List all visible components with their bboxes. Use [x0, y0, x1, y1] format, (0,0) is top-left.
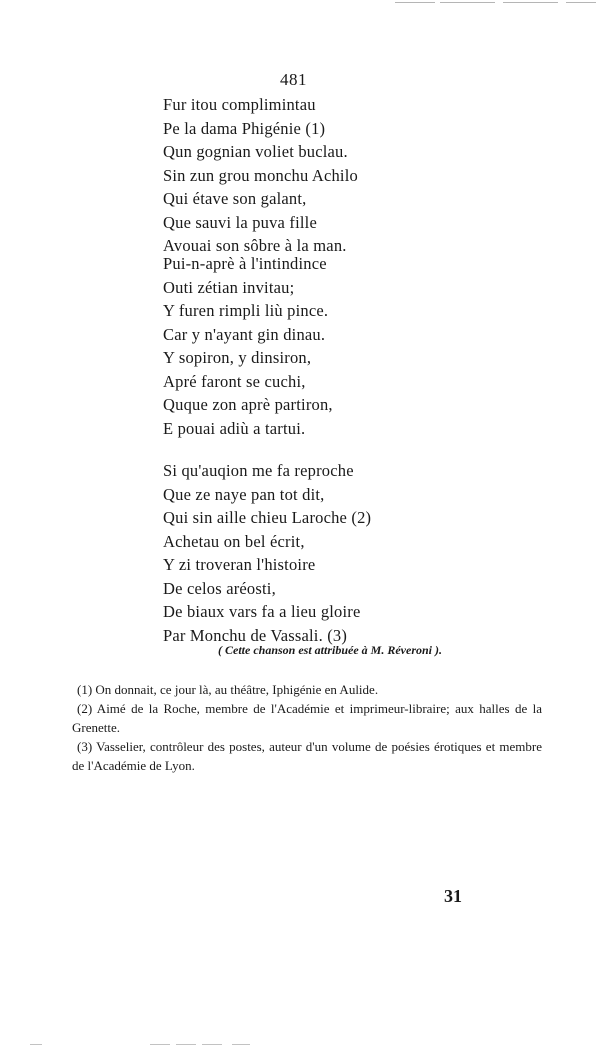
verse-line: Apré faront se cuchi,: [163, 371, 306, 391]
verse-line: De biaux vars fa a lieu gloire: [163, 602, 361, 621]
verse-line: Quque zon aprè partiron,: [163, 395, 333, 414]
top-edge-rule: [395, 2, 435, 3]
verse-line: Qun gognian voliet buclau.: [163, 142, 348, 161]
verse-line: Que ze naye pan tot dit,: [163, 484, 325, 504]
verse-line: Y sopiron, y dinsiron,: [163, 348, 312, 367]
stanza: [163, 252, 423, 440]
stanza: [163, 93, 423, 258]
stanza: [163, 459, 423, 647]
verse-line: Qui sin aille chieu Laroche (2): [163, 508, 372, 527]
verse-line: Y furen rimpli liù pince.: [163, 301, 329, 320]
footnotes: [72, 680, 542, 775]
verse-line: E pouai adiù a tartui.: [163, 418, 306, 438]
attribution-note: ( Cette chanson est attribuée à M. Réveroni ).: [218, 643, 442, 657]
verse-line: Fur itou complimintau: [163, 95, 316, 114]
footnote: (3) Vasselier, contrôleur des postes, auteur d'un volume de poésies érotiques et membre de l'Académie de Lyon.: [72, 739, 542, 773]
verse-line: Avouai son sôbre à la man.: [163, 236, 347, 255]
top-edge-rule: [440, 2, 495, 3]
verse-line: Car y n'ayant gin dinau.: [163, 324, 326, 344]
verse-line: Achetau on bel écrit,: [163, 531, 305, 551]
top-edge-rule: [566, 2, 596, 3]
verse-line: Par Monchu de Vassali. (3): [163, 625, 348, 645]
verse-line: Sin zun grou monchu Achilo: [163, 165, 358, 185]
footnote: (1) On donnait, ce jour là, au théâtre, Iphigénie en Aulide.: [77, 682, 379, 697]
signature-mark: 31: [444, 886, 462, 906]
bottom-edge-rule: [176, 1044, 196, 1045]
footnote: (2) Aimé de la Roche, membre de l'Académie et imprimeur-libraire; aux halles de la Grenette.: [72, 701, 542, 735]
verse-line: Outi zétian invitau;: [163, 277, 295, 297]
bottom-edge-rule: [202, 1044, 222, 1045]
verse-line: Qui étave son galant,: [163, 189, 307, 208]
verse-line: De celos aréosti,: [163, 578, 276, 598]
top-edge-rule: [503, 2, 558, 3]
verse-line: Pe la dama Phigénie (1): [163, 118, 326, 138]
verse-line: Y zi troveran l'histoire: [163, 555, 316, 574]
page-number: 481: [280, 70, 307, 89]
bottom-edge-rule: [150, 1044, 170, 1045]
verse-line: Pui-n-aprè à l'intindince: [163, 254, 327, 273]
bottom-edge-rule: [232, 1044, 250, 1045]
bottom-edge-rule: [30, 1044, 42, 1045]
verse-line: Si qu'auqion me fa reproche: [163, 461, 354, 480]
verse-line: Que sauvi la puva fille: [163, 212, 317, 232]
